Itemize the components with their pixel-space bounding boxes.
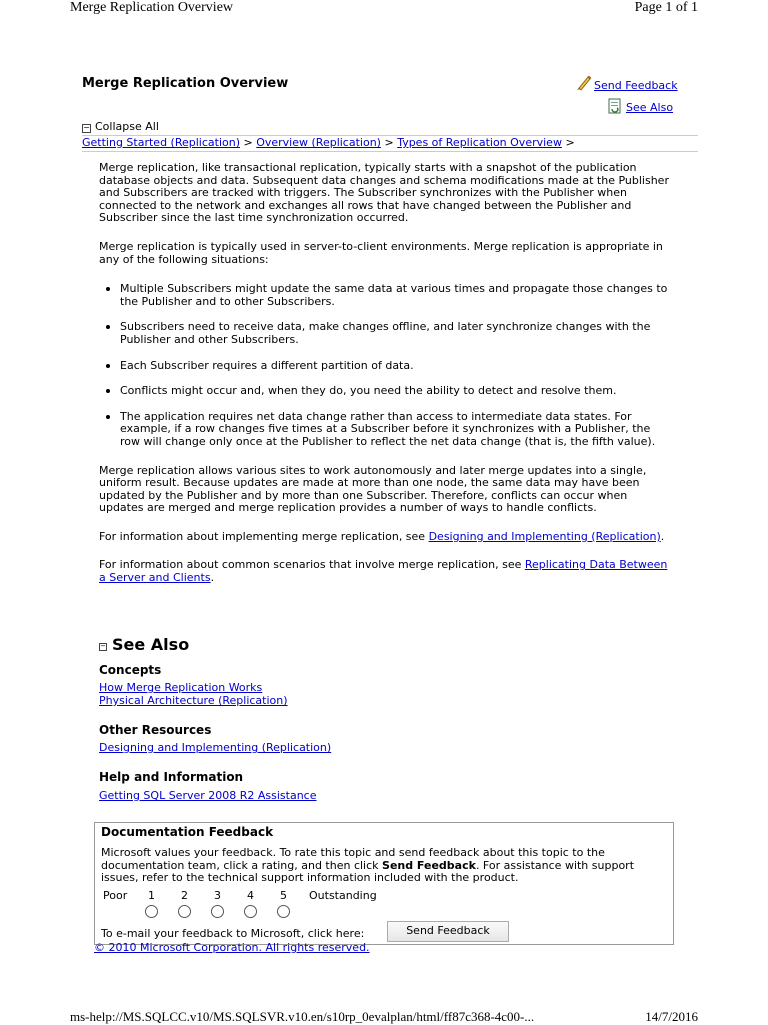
feedback-email-text: To e-mail your feedback to Microsoft, click here: <box>101 927 365 940</box>
print-footer-url: ms-help://MS.SQLCC.v10/MS.SQLSVR.v10.en/s10rp_0evalplan/html/ff87c368-4c00-... <box>70 1009 535 1024</box>
collapse-icon[interactable]: − <box>83 123 90 132</box>
rating-label-4: 4 <box>247 889 254 902</box>
collapse-icon[interactable]: − <box>100 642 106 650</box>
send-feedback-link-label[interactable]: Send Feedback <box>594 79 678 92</box>
paragraph-autonomy: Merge replication allows various sites to work autonomously and later merge updates into a single, uniform result. Because updates are made at more than one node, the same data may have been updated by the Publisher and by more than one Subscriber. Therefore, conflicts can occur when updates are merged and merge replication provides a number of ways to handle conflicts. <box>99 463 647 515</box>
feedback-description <box>101 847 661 885</box>
feedback-text-part: Microsoft values your feedback. To rate this topic and send feedback about this topic to the documentation team, click a rating, and then click <box>101 846 605 872</box>
rating-poor-label: Poor <box>103 889 128 902</box>
collapse-all-row[interactable] <box>82 120 698 136</box>
page-title: Merge Replication Overview <box>82 76 289 91</box>
rating-radio-5[interactable] <box>277 905 290 918</box>
list-item: • Each Subscriber requires a different partition of data. <box>120 359 671 373</box>
link-designing-implementing[interactable]: Designing and Implementing (Replication) <box>428 529 661 543</box>
rating-outstanding-label: Outstanding <box>309 889 377 902</box>
see-also-link-label[interactable]: See Also <box>626 101 674 114</box>
breadcrumb-separator: > <box>384 136 394 149</box>
print-header <box>70 0 698 16</box>
rating-radio-3[interactable] <box>211 905 224 918</box>
list-item: • Multiple Subscribers might update the same data at various times and propagate those changes to the Publisher and to other Subscribers. <box>120 282 671 308</box>
rating-radio-1[interactable] <box>145 905 158 918</box>
link-sql-server-assistance[interactable]: Getting SQL Server 2008 R2 Assistance <box>99 789 317 802</box>
link-how-merge-replication-works[interactable]: How Merge Replication Works <box>99 681 263 694</box>
link-designing-implementing-resources[interactable]: Designing and Implementing (Replication) <box>99 741 332 754</box>
see-also-heading-label: See Also <box>112 635 190 654</box>
paragraph-usage: Merge replication is typically used in server-to-client environments. Merge replication is appropriate in any of the following situations: <box>99 239 663 266</box>
rating-label-3: 3 <box>214 889 221 902</box>
period: . <box>210 571 215 585</box>
paragraph-intro: Merge replication, like transactional replication, typically starts with a snapshot of the publication database objects and data. Subsequent data changes and schema modifications made at the Publisher and Subscribers are tracked with triggers. The Subscriber synchronizes with the Publisher when connected to the network and exchanges all rows that have changed between the Publisher and Subscriber since the last time synchronization occurred. <box>99 161 669 225</box>
see-also-section-heading[interactable] <box>99 635 189 654</box>
document-icon <box>608 98 622 117</box>
link-physical-architecture[interactable]: Physical Architecture (Replication) <box>99 694 288 707</box>
feedback-text-bold: Send Feedback <box>382 858 476 872</box>
collapse-all-label[interactable]: Collapse All <box>95 120 159 133</box>
feedback-text-part: . For assistance with support issues, refer to the technical support information included with the product. <box>101 858 635 885</box>
copyright-link[interactable]: © 2010 Microsoft Corporation. All rights reserved. <box>94 941 370 954</box>
print-footer-date: 14/7/2016 <box>645 1009 698 1024</box>
concepts-heading: Concepts <box>99 663 162 677</box>
breadcrumb-item-getting-started[interactable]: Getting Started (Replication) <box>82 136 240 149</box>
list-item: • The application requires net data change rather than access to intermediate data states. For example, if a row changes five times at a Subscriber before it synchronizes with a Publisher, the row will change only once at the Publisher to reflect the net data change (that is, the fifth value). <box>120 410 671 449</box>
print-header-page: Page 1 of 1 <box>634 0 698 15</box>
other-resources-heading: Other Resources <box>99 723 212 737</box>
paragraph-implementing <box>99 531 671 544</box>
breadcrumb <box>82 136 698 152</box>
feedback-title: Documentation Feedback <box>101 825 274 839</box>
print-header-title: Merge Replication Overview <box>70 0 234 15</box>
paragraph-scenarios <box>99 559 671 584</box>
documentation-feedback-box <box>94 822 674 945</box>
see-also-link-top[interactable] <box>608 98 673 117</box>
rating-label-5: 5 <box>280 889 287 902</box>
link-replicating-data[interactable]: Replicating Data Between a Server and Clients <box>99 558 668 585</box>
help-information-heading: Help and Information <box>99 770 244 784</box>
rating-label-1: 1 <box>148 889 155 902</box>
breadcrumb-separator: > <box>243 136 253 149</box>
breadcrumb-item-overview[interactable]: Overview (Replication) <box>256 136 381 149</box>
send-feedback-link-top[interactable] <box>576 75 678 94</box>
rating-label-2: 2 <box>181 889 188 902</box>
send-feedback-button[interactable]: Send Feedback <box>387 921 509 942</box>
paragraph-scenarios-text: For information about common scenarios that involve merge replication, see <box>99 558 525 572</box>
paragraph-implementing-text: For information about implementing merge replication, see <box>99 529 429 543</box>
breadcrumb-item-types-overview[interactable]: Types of Replication Overview <box>397 136 562 149</box>
situations-list <box>99 282 671 448</box>
rating-radio-2[interactable] <box>178 905 191 918</box>
rating-radio-4[interactable] <box>244 905 257 918</box>
period: . <box>660 529 665 543</box>
list-item: • Conflicts might occur and, when they do, you need the ability to detect and resolve them. <box>120 384 671 398</box>
breadcrumb-separator: > <box>565 136 575 149</box>
list-item: • Subscribers need to receive data, make changes offline, and later synchronize changes with the Publisher and other Subscribers. <box>120 320 671 346</box>
pencil-icon <box>576 75 592 94</box>
topic-body <box>99 162 671 601</box>
